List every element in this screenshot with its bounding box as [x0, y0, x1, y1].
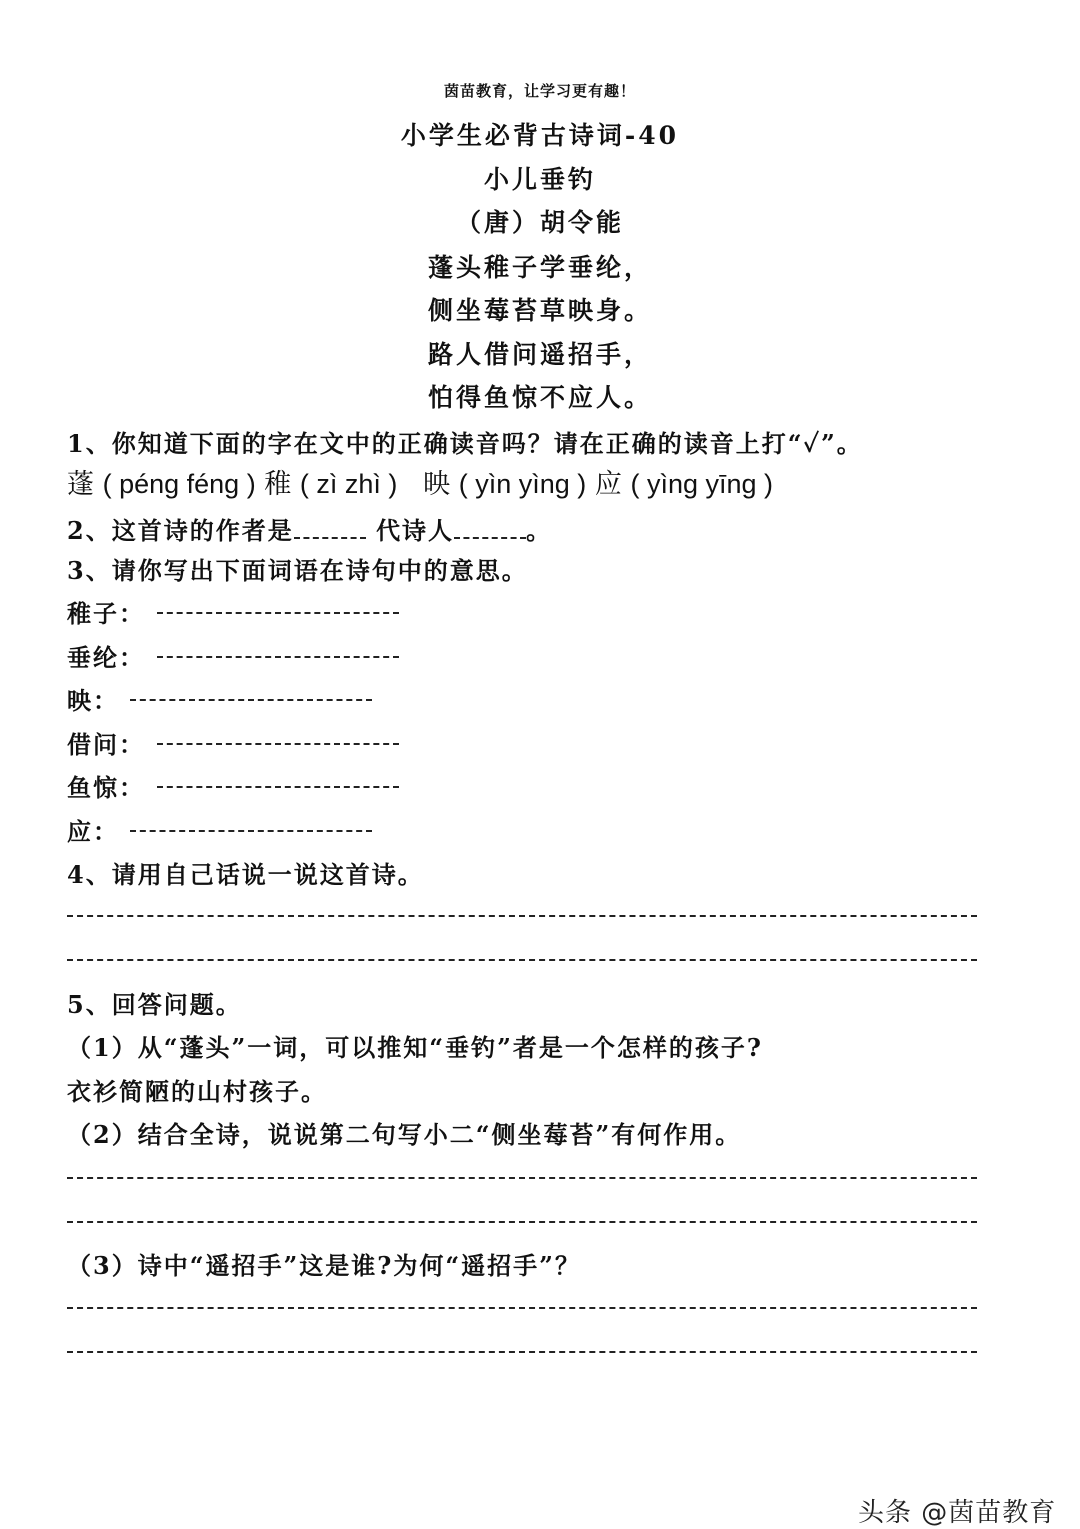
- term-label: 借问：: [67, 730, 145, 759]
- question-2: 2、这首诗的作者是 代诗人 。: [67, 516, 553, 545]
- pinyin-char: 稚: [264, 469, 292, 500]
- sub-question-1: （1）从“蓬头”一词，可以推知“垂钓”者是一个怎样的孩子?: [67, 1033, 763, 1062]
- sub-question-2: （2）结合全诗，说说第二句写小二“侧坐莓苔”有何作用。: [67, 1120, 742, 1149]
- sub-answer-1: 衣衫简陋的山村孩子。: [67, 1077, 327, 1106]
- question-2-text-b: 代诗人: [376, 516, 455, 545]
- term-blank[interactable]: [157, 612, 399, 614]
- term-blank[interactable]: [130, 699, 372, 701]
- question-2-text-a: 2、这首诗的作者是: [67, 516, 294, 545]
- pinyin-options[interactable]: ( yìng yīng ): [630, 469, 774, 499]
- dynasty-blank[interactable]: [294, 519, 366, 539]
- term-blank[interactable]: [157, 743, 399, 745]
- term-blank[interactable]: [157, 656, 399, 658]
- page-title: 小学生必背古诗词-40: [400, 121, 680, 150]
- term-label: 应：: [67, 817, 119, 846]
- term-label: 垂纶：: [67, 643, 145, 672]
- pinyin-options[interactable]: ( zì zhì ): [299, 469, 398, 499]
- question-1: 1、你知道下面的字在文中的正确读音吗？请在正确的读音上打“✓”。: [67, 429, 863, 458]
- poem-line: 路人借问遥招手，: [427, 340, 652, 369]
- poem-line: 蓬头稚子学垂纶，: [427, 253, 652, 282]
- pinyin-options-row: [67, 462, 773, 501]
- pinyin-options[interactable]: ( yìn yìng ): [458, 469, 587, 499]
- header-slogan: 茵苗教育，让学习更有趣！: [443, 82, 636, 100]
- answer-line[interactable]: [67, 1351, 977, 1353]
- answer-line[interactable]: [67, 1177, 977, 1179]
- question-5: 5、回答问题。: [67, 990, 242, 1019]
- question-4: 4、请用自己话说一说这首诗。: [67, 860, 424, 889]
- poet-blank[interactable]: [454, 519, 526, 539]
- pinyin-char: 蓬: [67, 469, 94, 500]
- watermark: 头条 @茵苗教育: [858, 1498, 1057, 1528]
- poem-line: 侧坐莓苔草映身。: [427, 296, 652, 325]
- poem-author: （唐）胡令能: [455, 208, 624, 237]
- sub-question-3: （3）诗中“遥招手”这是谁?为何“遥招手”？: [67, 1251, 581, 1280]
- answer-line[interactable]: [67, 959, 977, 961]
- poem-line: 怕得鱼惊不应人。: [427, 383, 652, 412]
- answer-line[interactable]: [67, 1307, 977, 1309]
- term-label: 鱼惊：: [67, 773, 145, 802]
- term-blank[interactable]: [130, 830, 372, 832]
- answer-line[interactable]: [67, 915, 977, 917]
- question-3: 3、请你写出下面词语在诗句中的意思。: [67, 556, 528, 585]
- term-label: 稚子：: [67, 599, 145, 628]
- pinyin-char: 映: [423, 469, 451, 500]
- term-blank[interactable]: [157, 786, 399, 788]
- pinyin-char: 应: [594, 469, 622, 500]
- answer-line[interactable]: [67, 1221, 977, 1223]
- term-label: 映：: [67, 686, 119, 715]
- pinyin-options[interactable]: ( péng féng ): [102, 469, 256, 499]
- poem-title: 小儿垂钓: [483, 165, 596, 194]
